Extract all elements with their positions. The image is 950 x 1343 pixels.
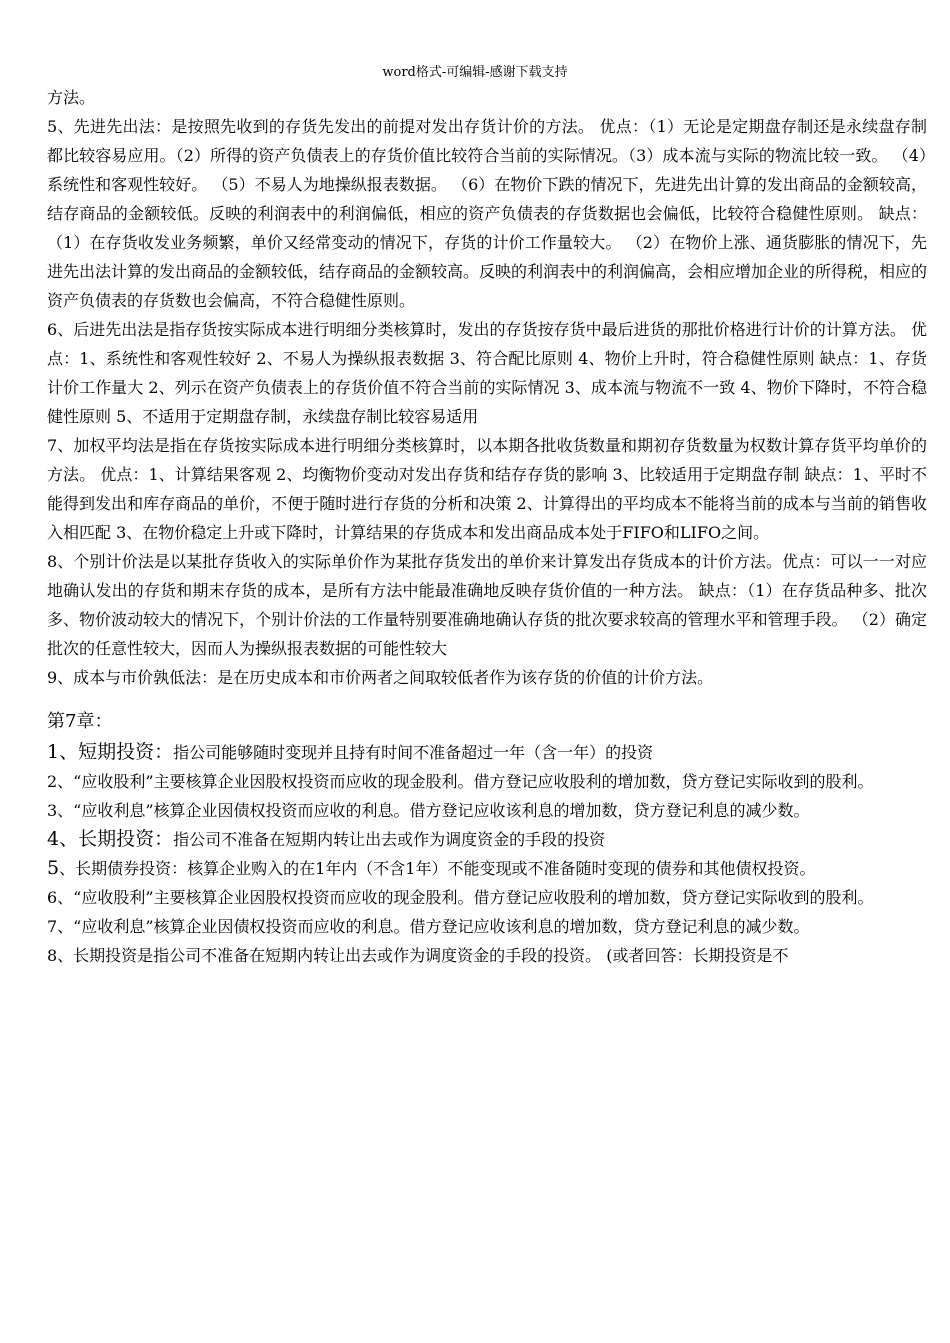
chapter-item-2: 2、“应收股利”主要核算企业因股权投资而应收的现金股利。借方登记应收股利的增加数，贷方登记实际收到的股利。 bbox=[47, 772, 874, 791]
paragraph-specific-identification: 8、个别计价法是以某批存货收入的实际单价作为某批存货发出的单价来计算发出存货成本的计价方法。优点：可以一一对应地确认发出的存货和期末存货的成本，是所有方法中能最准确地反映存货价值的一种方法。 缺点：（1）在存货品种多、批次多、物价波动较大的情况下，个别计价法的工作量特别要准确地确认存货的批次要求较高的管理水平和管理手段。 （2）确定批次的任意性较大，因而人为操纵报表数据的可能性较大 bbox=[47, 552, 927, 658]
item-5-text: 、长期债券投资：核算企业购入的在1年内（不含1年）不能变现或不准备随时变现的债券和其他债权投资。 bbox=[59, 859, 816, 878]
chapter-item-5 bbox=[47, 854, 927, 883]
document-body bbox=[47, 83, 927, 970]
chapter-item-1 bbox=[47, 738, 927, 767]
item-5-number: 5 bbox=[47, 857, 60, 879]
item-1-term: 1、短期投资： bbox=[47, 741, 174, 763]
item-4-term: 4、长期投资： bbox=[47, 828, 174, 850]
chapter-item-6: 6、“应收股利”主要核算企业因股权投资而应收的现金股利。借方登记应收股利的增加数，贷方登记实际收到的股利。 bbox=[47, 888, 874, 907]
paragraph-weighted-average: 7、加权平均法是指在存货按实际成本进行明细分类核算时，以本期各批收货数量和期初存货数量为权数计算存货平均单价的方法。 优点：1、计算结果客观 2、均衡物价变动对发出存货和结存存货的影响 3、比较适用于定期盘存制 缺点：1、平时不能得到发出和库存商品的单价，不便于随时进行存货的分析和决策 2、计算得出的平均成本不能将当前的成本与当前的销售收入相匹配 3、在物价稳定上升或下降时，计算结果的存货成本和发出商品成本处于FIFO和LIFO之间。 bbox=[47, 436, 927, 542]
chapter-heading: 第7章： bbox=[47, 711, 113, 732]
paragraph-continuation: 方法。 bbox=[47, 88, 96, 107]
chapter-item-3: 3、“应收利息”核算企业因债权投资而应收的利息。借方登记应收该利息的增加数，贷方登记利息的减少数。 bbox=[47, 801, 810, 820]
section-gap bbox=[47, 692, 927, 706]
paragraph-lifo: 6、后进先出法是指存货按实际成本进行明细分类核算时，发出的存货按存货中最后进货的那批价格进行计价的计算方法。 优点：1、系统性和客观性较好 2、不易人为操纵报表数据 3、符合配比原则 4、物价上升时，符合稳健性原则 缺点：1、存货计价工作量大 2、列示在资产负债表上的存货价值不符合当前的实际情况 3、成本流与物流不一致 4、物价下降时，不符合稳健性原则 5、不适用于定期盘存制，永续盘存制比较容易适用 bbox=[47, 320, 927, 426]
paragraph-fifo: 5、先进先出法：是按照先收到的存货先发出的前提对发出存货计价的方法。 优点：（1）无论是定期盘存制还是永续盘存制都比较容易应用。（2）所得的资产负债表上的存货价值比较符合当前的实际情况。（3）成本流与实际的物流比较一致。 （4）系统性和客观性较好。 （5）不易人为地操纵报表数据。 （6）在物价下跌的情况下，先进先出计算的发出商品的金额较高，结存商品的金额较低。反映的利润表中的利润偏低，相应的资产负债表的存货数据也会偏低，比较符合稳健性原则。 缺点：（1）在存货收发业务频繁，单价又经常变动的情况下，存货的计价工作量较大。 （2）在物价上涨、通货膨胀的情况下，先进先出法计算的发出商品的金额较低，结存商品的金额较高。反映的利润表中的利润偏高，会相应增加企业的所得税，相应的资产负债表的存货数也会偏高，不符合稳健性原则。 bbox=[47, 117, 928, 310]
paragraph-lower-of-cost-or-market: 9、成本与市价孰低法：是在历史成本和市价两者之间取较低者作为该存货的价值的计价方法。 bbox=[47, 668, 714, 687]
chapter-item-8: 8、长期投资是指公司不准备在短期内转让出去或作为调度资金的手段的投资。 (或者回答：长期投资是不 bbox=[47, 946, 789, 965]
chapter-item-4 bbox=[47, 825, 927, 854]
item-1-definition: 指公司能够随时变现并且持有时间不准备超过一年（含一年）的投资 bbox=[173, 743, 654, 762]
page-header: word格式-可编辑-感谢下载支持 bbox=[382, 65, 568, 80]
item-4-definition: 指公司不准备在短期内转让出去或作为调度资金的手段的投资 bbox=[173, 830, 606, 849]
chapter-item-7: 7、“应收利息”核算企业因债权投资而应收的利息。借方登记应收该利息的增加数，贷方登记利息的减少数。 bbox=[47, 917, 810, 936]
